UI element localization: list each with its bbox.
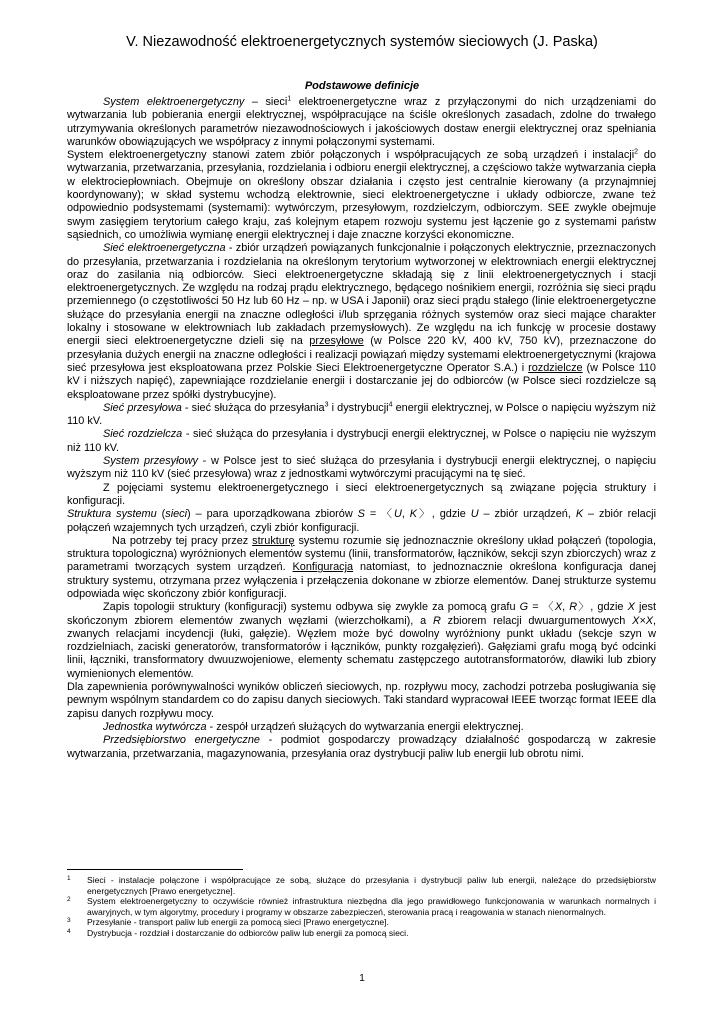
- math-k: K: [575, 508, 584, 521]
- term-configuration-underlined: Konfiguracja: [292, 561, 354, 574]
- term-distribution-underlined: rozdzielcze: [528, 361, 583, 374]
- paragraph-text: (w Polsce 110 kV i niższych napięć), zapewniające rozdzielanie energii i dostarczanie jej do odbiorców (w Polsce sieci rozdzielcze są eksploatowane przez spółki dystrybucyjne).: [67, 361, 656, 401]
- term-transmission: Sieć przesyłowa: [103, 401, 182, 414]
- term-energy-company: Przedsiębiorstwo energetyczne: [103, 734, 260, 747]
- paragraph-text: – sieci: [244, 96, 288, 108]
- paragraph-text: 〉, gdzie: [417, 508, 471, 521]
- footnote-text: Dystrybucja - rozdział i dostarczanie do odbiorców paliw lub energii za pomocą sieci.: [87, 927, 409, 938]
- paragraph-text: ) – para uporządkowana zbiorów: [187, 508, 358, 521]
- math-k: K: [409, 508, 418, 521]
- paragraph-text: - zespół urządzeń służących do wytwarzania energii elektrycznej.: [206, 720, 524, 733]
- term-structure: Struktura systemu: [67, 508, 157, 521]
- paragraph-text: i dystrybucji: [328, 401, 389, 414]
- footnote-ref-1: 1: [287, 95, 292, 103]
- paragraph-system-definition: [67, 96, 656, 149]
- paragraph-distribution-network: [67, 428, 656, 455]
- math-r: R: [569, 601, 578, 614]
- page-header-title: V. Niezawodność elektroenergetycznych systemów sieciowych (J. Paska): [126, 34, 598, 50]
- footnote-1: [67, 875, 656, 896]
- term-structure-underlined: strukturę: [252, 534, 295, 547]
- paragraph-text: Dla zapewnienia porównywalności wyników obliczeń sieciowych, np. rozpływu mocy, zachodzi potrzeba posługiwania się pewnym wspólnym standardem co do zapisu danych sieciowych. Taki standard wypracował IEEE tworząc format IEEE dla zapisu danych rozpływu mocy.: [67, 681, 656, 720]
- section-title: Podstawowe definicje: [304, 80, 420, 92]
- footnote-ref-4: 4: [388, 401, 393, 409]
- paragraph-ieee-standard: [67, 681, 656, 721]
- term-network: Sieć elektroenergetyczna: [103, 242, 226, 255]
- term-transmission-underlined: przesyłowe: [309, 335, 364, 348]
- paragraph-graph-topology: [67, 601, 656, 681]
- paragraph-text: = 〈: [528, 601, 555, 614]
- paragraph-text: Na potrzeby tej pracy przez: [112, 534, 253, 547]
- paragraph-text: ,: [401, 508, 410, 521]
- paragraph-network-definition: [67, 242, 656, 402]
- paragraph-structure-intro: [67, 482, 656, 509]
- paragraph-text: – zbiór urządzeń,: [478, 508, 576, 521]
- paragraph-text: - sieć służąca do przesyłania i dystrybucji energii elektrycznej, w Polsce o napięciu nie wyższym niż 110 kV.: [67, 428, 657, 454]
- footnote-3: [67, 917, 656, 928]
- math-x: X: [554, 601, 563, 614]
- paragraph-text: = 〈: [364, 508, 394, 521]
- paragraph-text: Zapis topologii struktury (konfiguracji) systemu odbywa się zwykle za pomocą grafu: [103, 601, 520, 614]
- paragraph-text: energii elektrycznej, w Polsce o napięciu wyższym niż 110 kV.: [67, 401, 657, 428]
- paragraph-text: System elektroenergetyczny stanowi zatem zbiór połączonych i współpracujących ze sobą urządzeń i instalacji: [67, 149, 635, 162]
- footnote-4: [67, 928, 656, 939]
- math-g: G: [519, 601, 529, 614]
- footnote-text: System elektroenergetyczny to oczywiście również infrastruktura niezbędna dla jego prawidłowego funkcjonowania w warunkach normalnych i awaryjnych, w tym algorytmy, procedury i programy w obszarze zabezpieczeń, sterowania pracą i reagowania w stanach nienormalnych.: [87, 896, 656, 917]
- term-distribution: Sieć rozdzielcza: [103, 428, 183, 441]
- paragraph-energy-company: [67, 734, 656, 761]
- paragraph-text: - zbiór urządzeń powiązanych funkcjonalnie i połączonych elektrycznie, przeznaczonych do przesyłania, przetwarzania i rozdzielania na określonym terytorium wytworzonej w elektrowniach energii elektrycznej oraz do zasilania nią odbiorców. Sieci elektroenergetyczne składają się z linii elektroenergetycznych i stacji elektroenergetycznych. Ze względu na rodzaj prądu elektrycznego, będącego nośnikiem energii, rozróżnia się sieci prądu przemiennego (o częstotliwości 50 Hz lub 60 Hz – np. w USA i Japonii) oraz sieci prądu stałego (linie elektroenergetyczne służące do przesyłania energii na znaczne odległości i/lub sprzęgania różnych systemów oraz sieci mające charakter lokalny i stosowane w elektrowniach lub zakładach przemysłowych). Ze względu na ich funkcję w procesie dostawy energii sieci elektroenergetyczne dzieli się na: [67, 242, 656, 348]
- footnote-number: 4: [67, 927, 71, 935]
- paragraph-transmission-system: [67, 455, 656, 482]
- footnote-number: 2: [67, 896, 71, 904]
- paragraph-text: - podmiot gospodarczy prowadzący działalność gospodarczą w zakresie wytwarzania, przetwarzania, magazynowania, przesyłania oraz dystrybucji paliw lub energii lub obrotu nimi.: [67, 734, 656, 760]
- paragraph-text: - w Polsce jest to sieć służąca do przesyłania i dystrybucji energii elektrycznej, o napięciu wyższym niż 110 kV (sieć przesyłowa) wraz z jednostkami wytwórczymi pracującymi na tę sieć.: [67, 455, 656, 481]
- paragraph-text: elektroenergetyczne wraz z przyłączonymi do nich urządzeniami do wytwarzania lub pobierania energii elektrycznej, współpracujące na ściśle określonych zasadach, zdolne do trwałego utrzymywania określonych parametrów niezawodnościowych i jakościowych dostaw energii elektrycznej oraz spełniania warunków obowiązujących we współpracy z innymi połączonymi systemami.: [67, 96, 656, 148]
- paragraph-system-description: [67, 149, 656, 242]
- paragraph-text: jest skończonym zbiorem elementów zwanych węzłami (wierzchołkami), a: [67, 601, 656, 627]
- document-body: [67, 96, 656, 761]
- footnote-text: Przesyłanie - transport paliw lub energii za pomocą sieci [Prawo energetyczne].: [87, 917, 389, 928]
- math-u: U: [393, 508, 402, 521]
- footnote-text: Sieci - instalacje połączone i współpracujące ze sobą, służące do przesyłania i dystrybucji paliw lub energii, należące do przedsiębiorstw energetycznych [Prawo energetyczne].: [87, 875, 656, 896]
- footnote-2: [67, 896, 656, 917]
- paragraph-text: do wytwarzania, przetwarzania, przesyłania, rozdzielania i odbioru energii elektrycznej, a częściowo także wytwarzania ciepła w elektrociepłowniach. Obejmuje on określony obszar działania i często jest centralnie kierowany (a przynajmniej koordynowany); w skład systemu wchodzą elektrownie, sieci elektroenergetyczne i układy odbiorcze, zwane też odpowiednio podsystemami (systemami): wytwórczym, przesyłowym, rozdzielczym, odbiorczym. SEE zwykle obejmuje swym zasięgiem terytorium całego kraju, zaś kolejnym etapem rozwoju systemu jest łączenie go z systemami państw sąsiednich, co umożliwia wymianę energii elektrycznej i daje znaczne korzyści ekonomiczne.: [67, 149, 657, 241]
- paragraph-text: (: [156, 508, 166, 521]
- paragraph-text: zbiorem relacji dwuargumentowych: [440, 614, 633, 627]
- footnote-ref-2: 2: [634, 148, 639, 156]
- paragraph-text: natomiast, to jednoznacznie określona konfiguracja danej struktury systemu, otrzymana przez wyłączenia i przełączenia dokonane w zbiorze elementów. Danej strukturze systemu odpowiada więc skończony zbiór konfiguracji.: [67, 561, 656, 600]
- math-u: U: [470, 508, 479, 521]
- paragraph-structure-definition: [67, 508, 656, 535]
- page-number: 1: [359, 973, 365, 984]
- paragraph-text: 〉, gdzie: [577, 601, 628, 614]
- math-x-cross-x: X×X: [632, 614, 653, 627]
- paragraph-text: – zbiór relacji połączeń wzajemnych tych urządzeń, czyli zbiór konfiguracji.: [67, 508, 657, 534]
- paragraph-text: , zwanych relacjami incydencji (łuki, gałęzie). Węzłem może być dowolny wyróżniony punkt układu (sekcje szyn w rozdzielniach, zaciski generatorów, transformatorów i łączników, punkty rozgałęzień). Gałęziami grafu mogą być odcinki linii, łączniki, transformatory dwuuzwojeniowe, elementy schematu zastępczego autotransformatorów, dławiki lub zbiory wymienionych elementów.: [67, 614, 657, 680]
- term-system: System elektroenergetyczny: [103, 96, 245, 108]
- footnote-divider: [67, 869, 243, 870]
- footnote-ref-3: 3: [324, 401, 329, 409]
- footnote-number: 1: [67, 875, 71, 882]
- paragraph-text: - sieć służąca do przesyłania: [181, 401, 325, 414]
- math-x: X: [627, 601, 635, 614]
- math-r: R: [432, 614, 441, 627]
- term-transmission-system: System przesyłowy: [103, 455, 198, 468]
- footnote-number: 3: [67, 917, 71, 925]
- paragraph-transmission-network: [67, 402, 656, 429]
- term-network-short: sieci: [165, 508, 188, 521]
- term-generating-unit: Jednostka wytwórcza: [103, 720, 207, 733]
- paragraph-structure-work: [67, 535, 656, 601]
- paragraph-text: ,: [562, 601, 570, 614]
- paragraph-text: systemu rozumie się jednoznacznie określony układ połączeń (topologia, struktura topologiczna) wyróżnionych elementów systemu (linii, transformatorów, łączników, sekcji szyn zbiorczych) wraz z parametrami tworzących system urządzeń.: [67, 534, 657, 574]
- paragraph-text: (w Polsce 220 kV, 400 kV, 750 kV), przeznaczone do przesyłania dużych energii na znaczne odległości i realizacji powiązań między systemami elektroenergetycznymi (krajowa sieć przesyłowa jest eksploatowana przez Polskie Sieci Elektroenergetyczne Operator S.A.) i: [67, 335, 656, 374]
- math-s: S: [357, 508, 365, 521]
- paragraph-generating-unit: [67, 721, 656, 734]
- footnotes: [67, 875, 656, 939]
- paragraph-text: Z pojęciami systemu elektroenergetycznego i sieci elektroenergetycznych są związane pojęcia struktury i konfiguracji.: [67, 481, 656, 507]
